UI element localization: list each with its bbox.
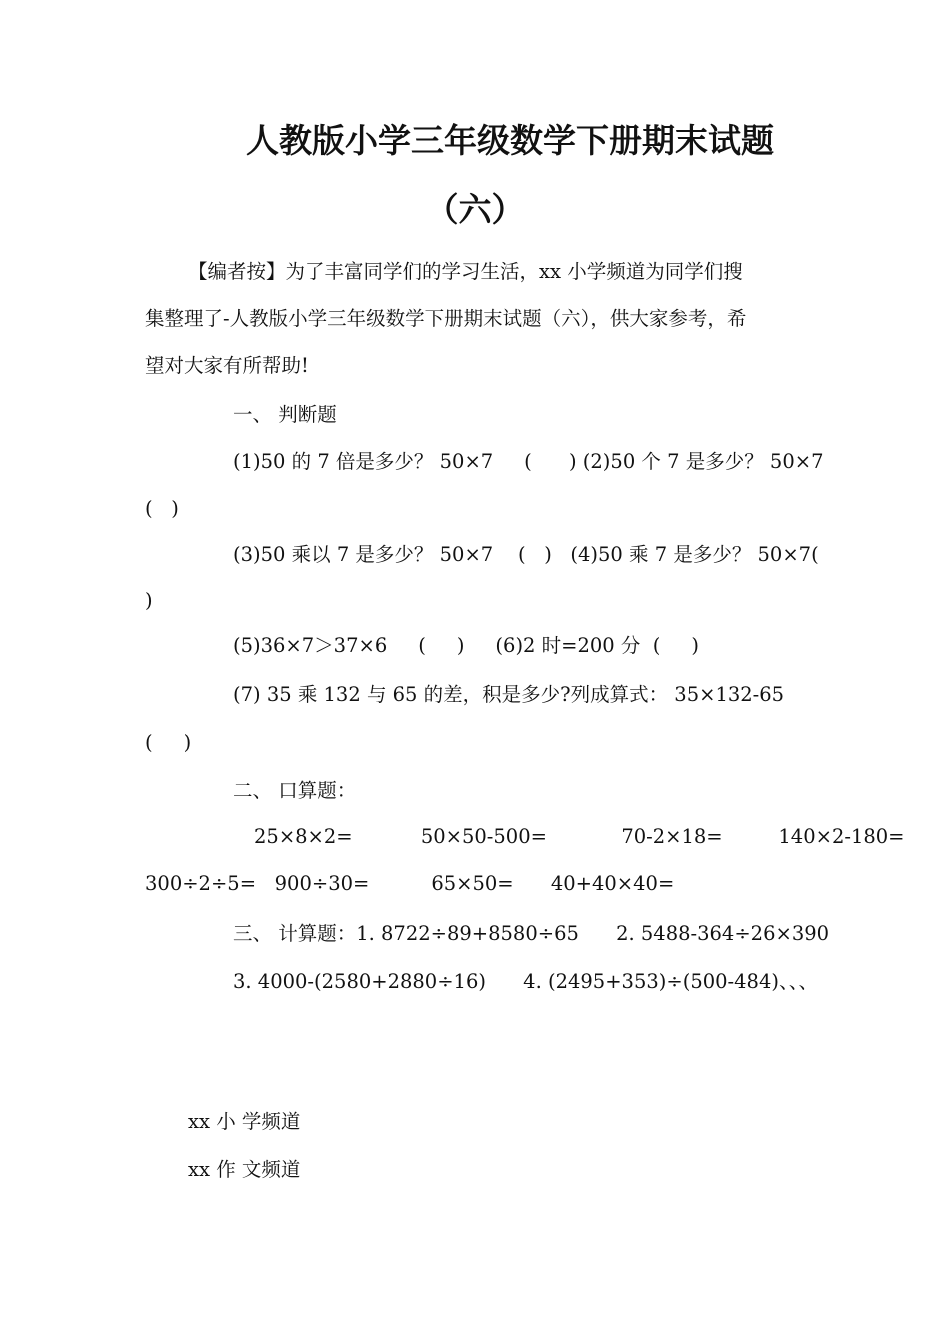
question-7-cont: ( ) xyxy=(145,731,192,754)
question-3-4: (3)50 乘以 7 是多少？ 50×7 ( ) (4)50 乘 7 是多少？ 50×7( xyxy=(233,543,819,566)
question-1-2: (1)50 的 7 倍是多少？ 50×7 ( ) (2)50 个 7 是多少？ 50×7 xyxy=(233,450,824,473)
intro-line-1: 【编者按】为了丰富同学们的学习生活，xx 小学频道为同学们搜 xyxy=(188,260,743,283)
footer-link-primary-school[interactable]: xx 小 学频道 xyxy=(188,1110,301,1133)
footer-link-composition[interactable]: xx 作 文频道 xyxy=(188,1158,301,1181)
question-3-4-cont: ) xyxy=(145,589,153,612)
section2-heading: 二、 口算题： xyxy=(233,779,357,802)
section3-line-2: 3. 4000-(2580+2880÷16) 4. (2495+353)÷(500-484)、、、 xyxy=(233,970,818,993)
page-subtitle: （六） xyxy=(425,190,525,229)
section1-heading: 一、 判断题 xyxy=(233,403,337,426)
page-title: 人教版小学三年级数学下册期末试题 xyxy=(246,121,774,160)
question-1-2-cont: ( ) xyxy=(145,497,179,520)
section3-line-1: 三、 计算题：1. 8722÷89+8580÷65 2. 5488-364÷26×390 xyxy=(233,922,830,945)
mental-math-row-2: 300÷2÷5= 900÷30= 65×50= 40+40×40= xyxy=(145,872,675,895)
question-5-6: (5)36×7＞37×6 ( ) (6)2 时=200 分 ( ) xyxy=(233,634,700,657)
mental-math-row-1: 25×8×2= 50×50-500= 70-2×18= 140×2-180= xyxy=(254,825,905,848)
question-7: (7) 35 乘 132 与 65 的差，积是多少?列成算式： 35×132-65 xyxy=(233,683,785,706)
intro-line-3: 望对大家有所帮助! xyxy=(145,354,309,377)
intro-line-2: 集整理了-人教版小学三年级数学下册期末试题（六），供大家参考，希 xyxy=(145,307,747,330)
